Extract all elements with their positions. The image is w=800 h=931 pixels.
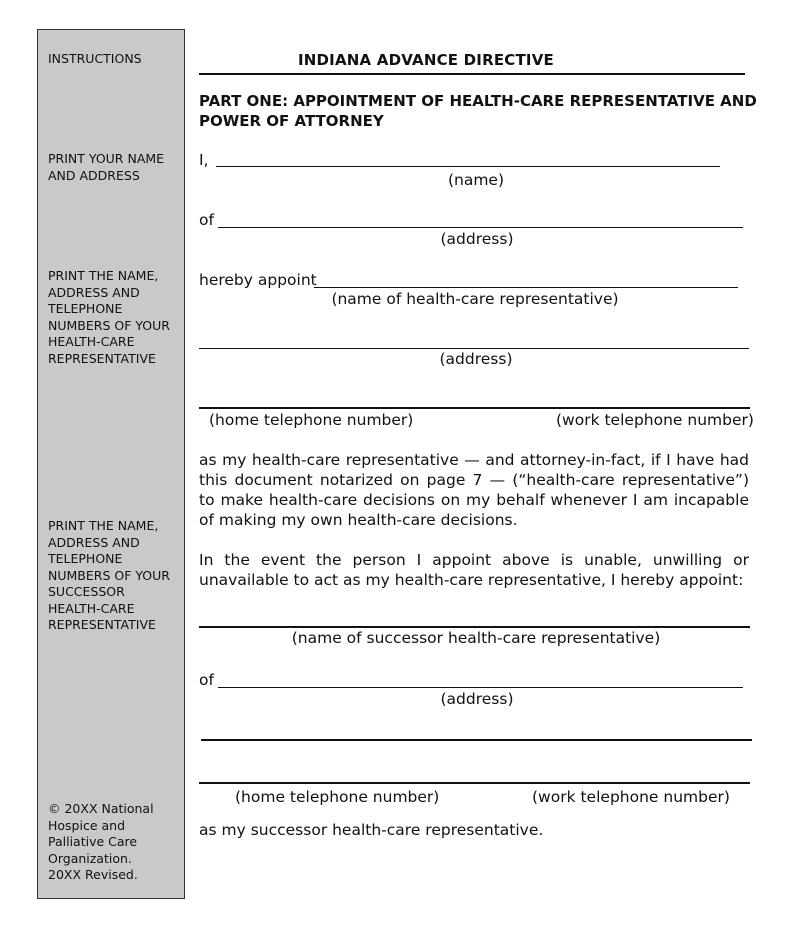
hereby-appoint-label: hereby appoint xyxy=(199,271,317,289)
work-phone-caption: (work telephone number) xyxy=(556,411,754,429)
representative-address-field[interactable] xyxy=(199,348,749,349)
part-one-heading: PART ONE: APPOINTMENT OF HEALTH-CARE REPRESENTATIVE AND POWER OF ATTORNEY xyxy=(199,92,757,130)
of-label: of xyxy=(199,211,214,229)
title-rule xyxy=(199,73,745,75)
name-field[interactable] xyxy=(216,166,720,167)
closing-statement: as my successor health-care representative. xyxy=(199,821,544,839)
representative-name-field[interactable] xyxy=(314,287,738,288)
instruction-print-successor: PRINT THE NAME, ADDRESS AND TELEPHONE NUMBERS OF YOUR SUCCESSOR HEALTH-CARE REPRESENTATIVE xyxy=(48,518,170,632)
successor-address-caption: (address) xyxy=(440,690,514,708)
home-phone-caption: (home telephone number) xyxy=(209,411,414,429)
appointment-paragraph: as my health-care representative — and attorney-in-fact, if I have had this document notarized on page 7 — (“health-care representative”) to make health-care decisions on my behalf whenever I am incapable of making my own health-care decisions. xyxy=(199,451,749,529)
successor-phone-field[interactable] xyxy=(199,782,750,784)
address-caption: (address) xyxy=(440,230,514,248)
name-caption: (name) xyxy=(447,171,505,189)
successor-name-field[interactable] xyxy=(199,626,750,628)
successor-of-label: of xyxy=(199,671,214,689)
representative-address-caption: (address) xyxy=(439,350,513,368)
successor-work-phone-caption: (work telephone number) xyxy=(532,788,730,806)
successor-address-field[interactable] xyxy=(218,687,743,688)
successor-address-field-2[interactable] xyxy=(201,739,752,741)
i-label: I, xyxy=(199,151,209,169)
representative-name-caption: (name of health-care representative) xyxy=(331,290,619,308)
instruction-print-representative: PRINT THE NAME, ADDRESS AND TELEPHONE NUMBERS OF YOUR HEALTH-CARE REPRESENTATIVE xyxy=(48,268,170,366)
instructions-heading: INSTRUCTIONS xyxy=(48,51,142,66)
successor-paragraph: In the event the person I appoint above is unable, unwilling or unavailable to act as my health-care representative, I hereby appoint: xyxy=(199,551,749,589)
representative-phone-field[interactable] xyxy=(199,407,750,409)
instruction-print-name: PRINT YOUR NAME AND ADDRESS xyxy=(48,151,165,183)
address-field[interactable] xyxy=(218,227,743,228)
copyright-notice: © 20XX National Hospice and Palliative Care Organization. 20XX Revised. xyxy=(48,801,154,882)
successor-name-caption: (name of successor health-care representative) xyxy=(291,629,661,647)
successor-home-phone-caption: (home telephone number) xyxy=(235,788,440,806)
document-title: INDIANA ADVANCE DIRECTIVE xyxy=(298,51,554,69)
